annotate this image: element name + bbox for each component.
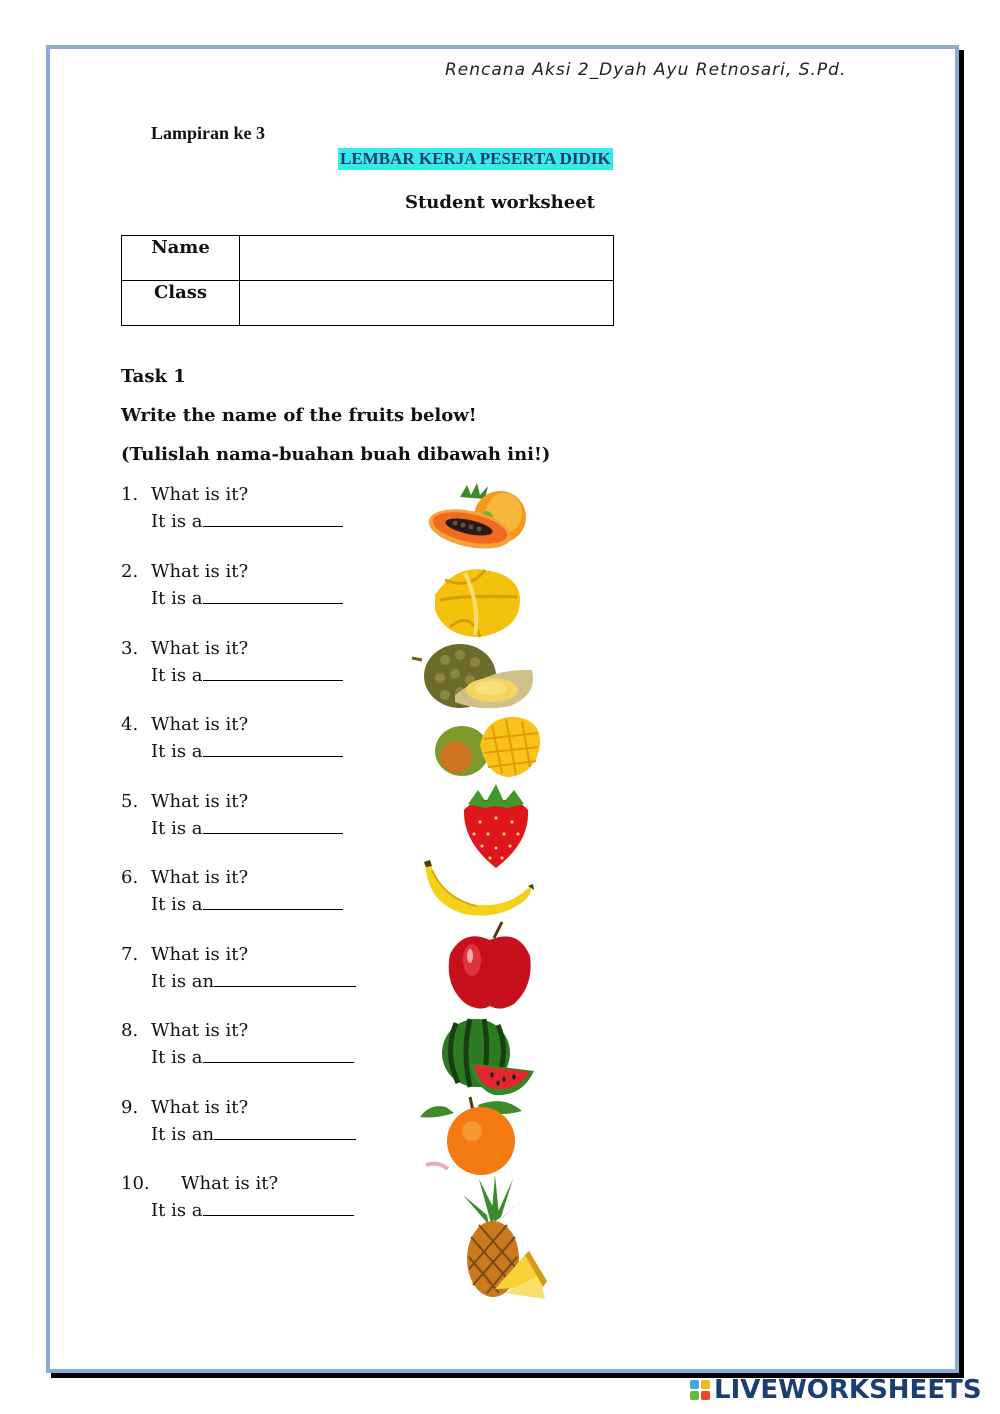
answer-blank[interactable] xyxy=(203,1197,354,1216)
answer-blank[interactable] xyxy=(214,968,356,987)
answer-prefix: It is a xyxy=(151,511,203,532)
strawberry-image xyxy=(458,782,534,870)
appendix-label: Lampiran ke 3 xyxy=(151,123,266,143)
banana-image xyxy=(420,858,536,918)
answer-prefix: It is an xyxy=(151,1124,215,1145)
liveworksheets-logo xyxy=(690,1375,982,1405)
question-3 xyxy=(121,636,343,689)
answer-blank[interactable] xyxy=(203,891,343,910)
pineapple-image xyxy=(455,1175,547,1301)
question-9 xyxy=(121,1095,356,1148)
worksheet-subtitle: Student worksheet xyxy=(404,192,595,213)
question-text: What is it? xyxy=(151,561,249,582)
question-2 xyxy=(121,559,343,612)
question-number: 4. xyxy=(121,714,139,735)
question-5 xyxy=(121,789,343,842)
orange-image xyxy=(418,1095,526,1177)
task-instruction: Write the name of the fruits below! xyxy=(121,405,477,426)
question-number: 3. xyxy=(121,638,139,659)
question-text: What is it? xyxy=(181,1173,279,1194)
answer-blank[interactable] xyxy=(203,585,343,604)
answer-prefix: It is a xyxy=(151,741,203,762)
question-number: 9. xyxy=(121,1097,139,1118)
answer-prefix: It is a xyxy=(151,665,203,686)
question-text: What is it? xyxy=(151,867,249,888)
answer-prefix: It is a xyxy=(151,1200,203,1221)
question-1 xyxy=(121,482,343,535)
durian-image xyxy=(410,640,540,712)
question-10 xyxy=(121,1171,354,1224)
task-instruction-translation: (Tulislah nama-buahan buah dibawah ini!) xyxy=(121,444,551,465)
question-text: What is it? xyxy=(151,1020,249,1041)
task-label: Task 1 xyxy=(121,366,186,387)
papaya-image xyxy=(425,483,530,558)
name-label: Name xyxy=(122,236,240,281)
answer-blank[interactable] xyxy=(214,1121,356,1140)
question-text: What is it? xyxy=(151,791,249,812)
identity-table xyxy=(121,235,614,326)
answer-blank[interactable] xyxy=(203,1044,354,1063)
question-text: What is it? xyxy=(151,944,249,965)
answer-prefix: It is a xyxy=(151,1047,203,1068)
answer-blank[interactable] xyxy=(203,815,343,834)
author-line: Rencana Aksi 2_Dyah Ayu Retnosari, S.Pd. xyxy=(445,60,847,80)
name-row xyxy=(122,236,614,281)
watermelon-image xyxy=(436,1017,538,1097)
question-text: What is it? xyxy=(151,484,249,505)
question-8 xyxy=(121,1018,354,1071)
question-text: What is it? xyxy=(151,638,249,659)
question-text: What is it? xyxy=(151,1097,249,1118)
question-7 xyxy=(121,942,356,995)
question-6 xyxy=(121,865,343,918)
class-label: Class xyxy=(122,281,240,326)
answer-prefix: It is a xyxy=(151,894,203,915)
question-number: 1. xyxy=(121,484,139,505)
question-4 xyxy=(121,712,343,765)
worksheet-title: LEMBAR KERJA PESERTA DIDIK xyxy=(340,149,611,168)
class-field[interactable] xyxy=(240,281,614,326)
answer-blank[interactable] xyxy=(203,738,343,757)
question-number: 5. xyxy=(121,791,139,812)
apple-image xyxy=(444,920,536,1012)
logo-text: LIVEWORKSHEETS xyxy=(714,1375,982,1405)
answer-prefix: It is a xyxy=(151,818,203,839)
question-number: 2. xyxy=(121,561,139,582)
answer-blank[interactable] xyxy=(203,508,343,527)
answer-prefix: It is a xyxy=(151,588,203,609)
starfruit-image xyxy=(425,565,525,640)
name-field[interactable] xyxy=(240,236,614,281)
question-number: 8. xyxy=(121,1020,139,1041)
class-row xyxy=(122,281,614,326)
question-text: What is it? xyxy=(151,714,249,735)
answer-blank[interactable] xyxy=(203,662,343,681)
question-number: 10. xyxy=(121,1173,150,1194)
logo-mark-icon xyxy=(690,1380,710,1400)
answer-prefix: It is an xyxy=(151,971,215,992)
question-number: 6. xyxy=(121,867,139,888)
mango-image xyxy=(432,715,544,779)
question-number: 7. xyxy=(121,944,139,965)
